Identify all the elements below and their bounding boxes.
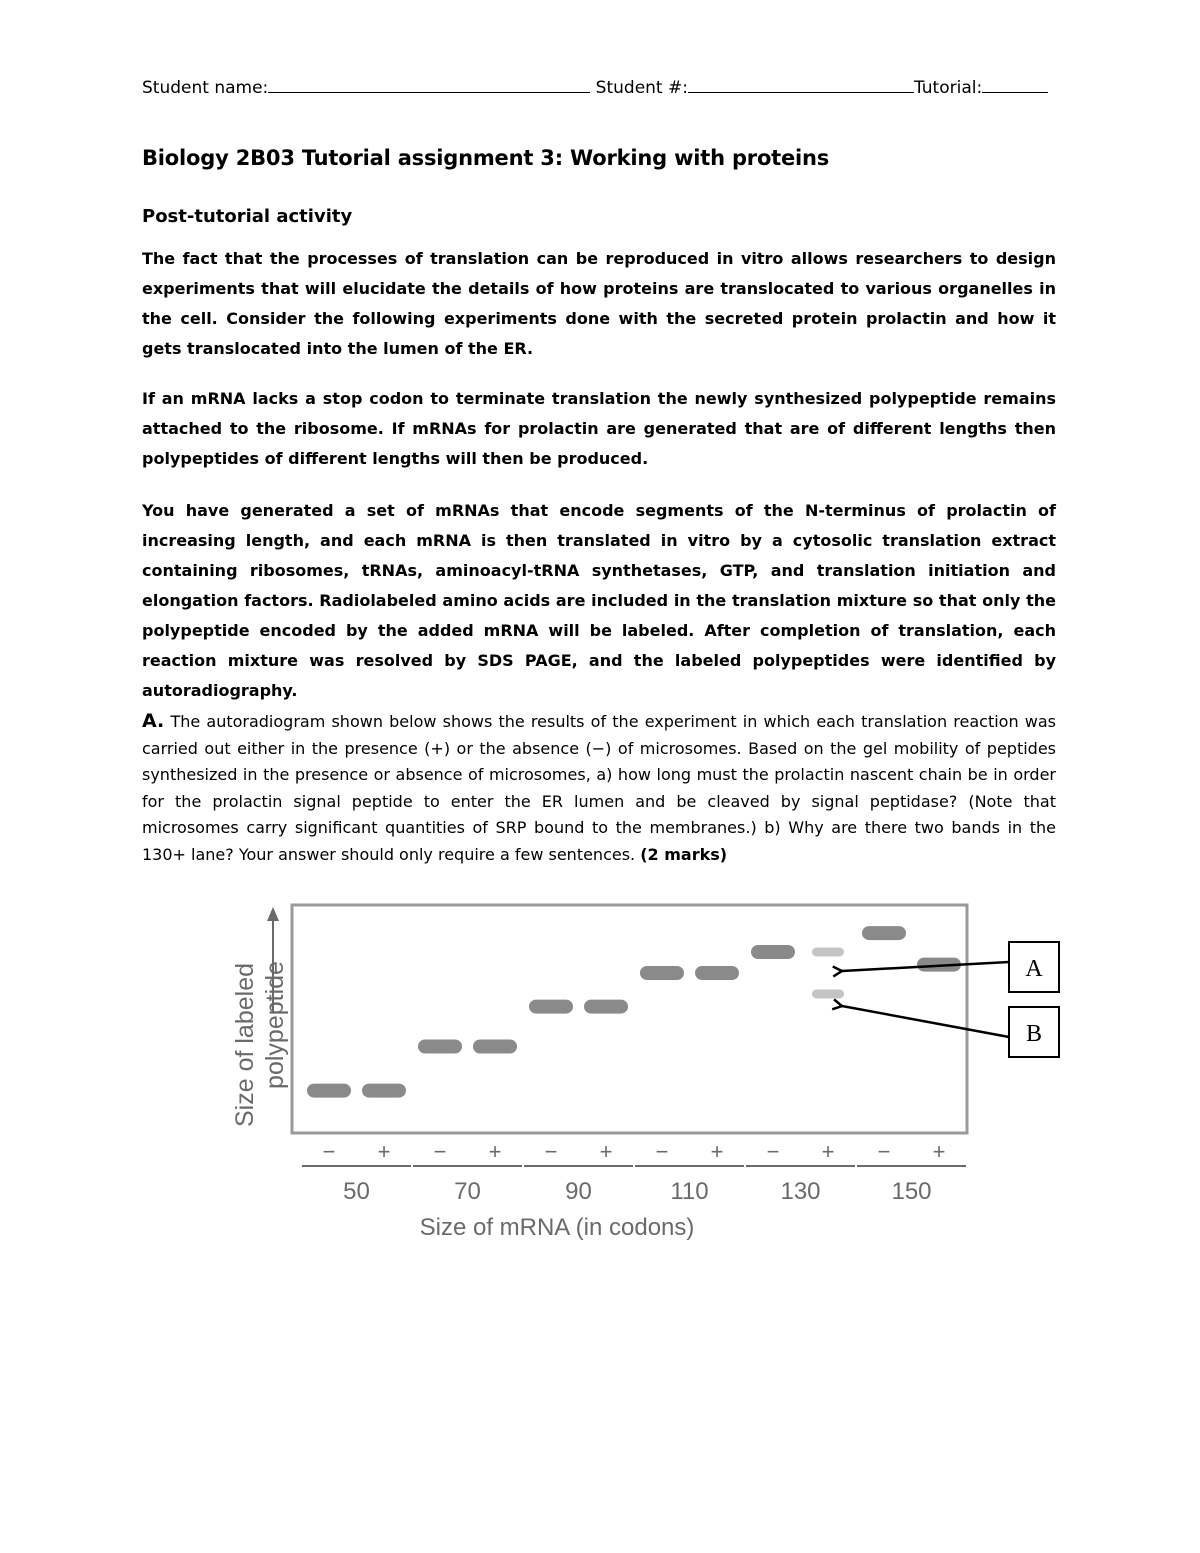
- lane-sign-130-minus: −: [766, 1139, 780, 1164]
- group-label-50: 50: [343, 1178, 370, 1205]
- student-number-field[interactable]: [688, 74, 914, 93]
- lane-sign-90-plus: +: [599, 1139, 613, 1164]
- lane-sign-150-plus: +: [932, 1139, 946, 1164]
- question-marks: (2 marks): [640, 844, 728, 864]
- lane-sign-50-plus: +: [377, 1139, 391, 1164]
- group-label-130: 130: [780, 1178, 821, 1205]
- lane-sign-150-minus: −: [877, 1139, 891, 1164]
- group-label-150: 150: [891, 1178, 932, 1205]
- autoradiogram-figure: [225, 895, 1085, 1255]
- lane-sign-130-plus: +: [821, 1139, 835, 1164]
- lane-sign-50-minus: −: [322, 1139, 336, 1164]
- gel-band-110-minus: [640, 966, 684, 980]
- group-label-70: 70: [454, 1178, 481, 1205]
- x-axis-label: Size of mRNA (in codons): [419, 1214, 695, 1241]
- gel-band-130-plus-light: [812, 990, 844, 999]
- lane-sign-70-minus: −: [433, 1139, 447, 1164]
- tutorial-label: Tutorial:: [913, 78, 983, 98]
- question-a: [142, 708, 1056, 868]
- lane-sign-90-minus: −: [544, 1139, 558, 1164]
- gel-band-130-plus-light: [812, 948, 844, 957]
- student-name-field[interactable]: [268, 74, 590, 93]
- tutorial-field[interactable]: [982, 74, 1048, 93]
- y-axis-label-line2: polypeptide: [261, 961, 289, 1089]
- lane-sign-70-plus: +: [488, 1139, 502, 1164]
- gel-band-130-minus: [751, 945, 795, 959]
- group-label-90: 90: [565, 1178, 592, 1205]
- student-name-label: Student name:: [142, 78, 269, 98]
- gel-band-90-minus: [529, 1000, 573, 1014]
- gel-band-50-plus: [362, 1084, 406, 1098]
- gel-band-50-minus: [307, 1084, 351, 1098]
- callout-a-label: A: [1025, 956, 1043, 982]
- y-axis-arrowhead: [267, 907, 279, 921]
- question-text: The autoradiogram shown below shows the results of the experiment in which each translation reaction was carried out either in the presence (+) or the absence (−) of microsomes. Based on the gel mobility of peptides synthesized in the presence or absence of microsomes, a) how long must the prolactin nascent chain be in order for the prolactin signal peptide to enter the ER lumen and be cleaved by signal peptidase? (Note that microsomes carry significant quantities of SRP bound to the membranes.) b) Why are there two bands in the 130+ lane? Your answer should only require a few sentences.: [142, 712, 1056, 864]
- gel-band-150-minus: [862, 926, 906, 940]
- gel-band-110-plus: [695, 966, 739, 980]
- section-heading: Post-tutorial activity: [142, 206, 353, 227]
- student-number-label: Student #:: [595, 78, 688, 98]
- paragraph-stop-codon: If an mRNA lacks a stop codon to terminate translation the newly synthesized polypeptide remains attached to the ribosome. If mRNAs for prolactin are generated that are of different lengths then polypeptides of different lengths will then be produced.: [142, 389, 1056, 468]
- gel-band-70-plus: [473, 1040, 517, 1054]
- lane-sign-110-plus: +: [710, 1139, 724, 1164]
- student-info-line: [142, 74, 1052, 98]
- callout-b-label: B: [1025, 1021, 1043, 1047]
- lane-sign-110-minus: −: [655, 1139, 669, 1164]
- page-title: Biology 2B03 Tutorial assignment 3: Working with proteins: [142, 146, 830, 170]
- paragraph-experiment: You have generated a set of mRNAs that encode segments of the N-terminus of prolactin of increasing length, and each mRNA is then translated in vitro by a cytosolic translation extract containing ribosomes, tRNAs, aminoacyl-tRNA synthetases, GTP, and translation initiation and elongation factors. Radiolabeled amino acids are included in the translation mixture so that only the polypeptide encoded by the added mRNA will be labeled. After completion of translation, each reaction mixture was resolved by SDS PAGE, and the labeled polypeptides were identified by autoradiography.: [142, 501, 1056, 700]
- group-label-110: 110: [670, 1178, 709, 1205]
- gel-band-90-plus: [584, 1000, 628, 1014]
- paragraph-intro: The fact that the processes of translation can be reproduced in vitro allows researchers to design experiments that will elucidate the details of how proteins are translocated to various organelles in the cell. Consider the following experiments done with the secreted protein prolactin and how it gets translocated into the lumen of the ER.: [142, 249, 1056, 358]
- gel-band-70-minus: [418, 1040, 462, 1054]
- y-axis-label-line1: Size of labeled: [231, 962, 259, 1128]
- question-letter: A.: [142, 710, 165, 732]
